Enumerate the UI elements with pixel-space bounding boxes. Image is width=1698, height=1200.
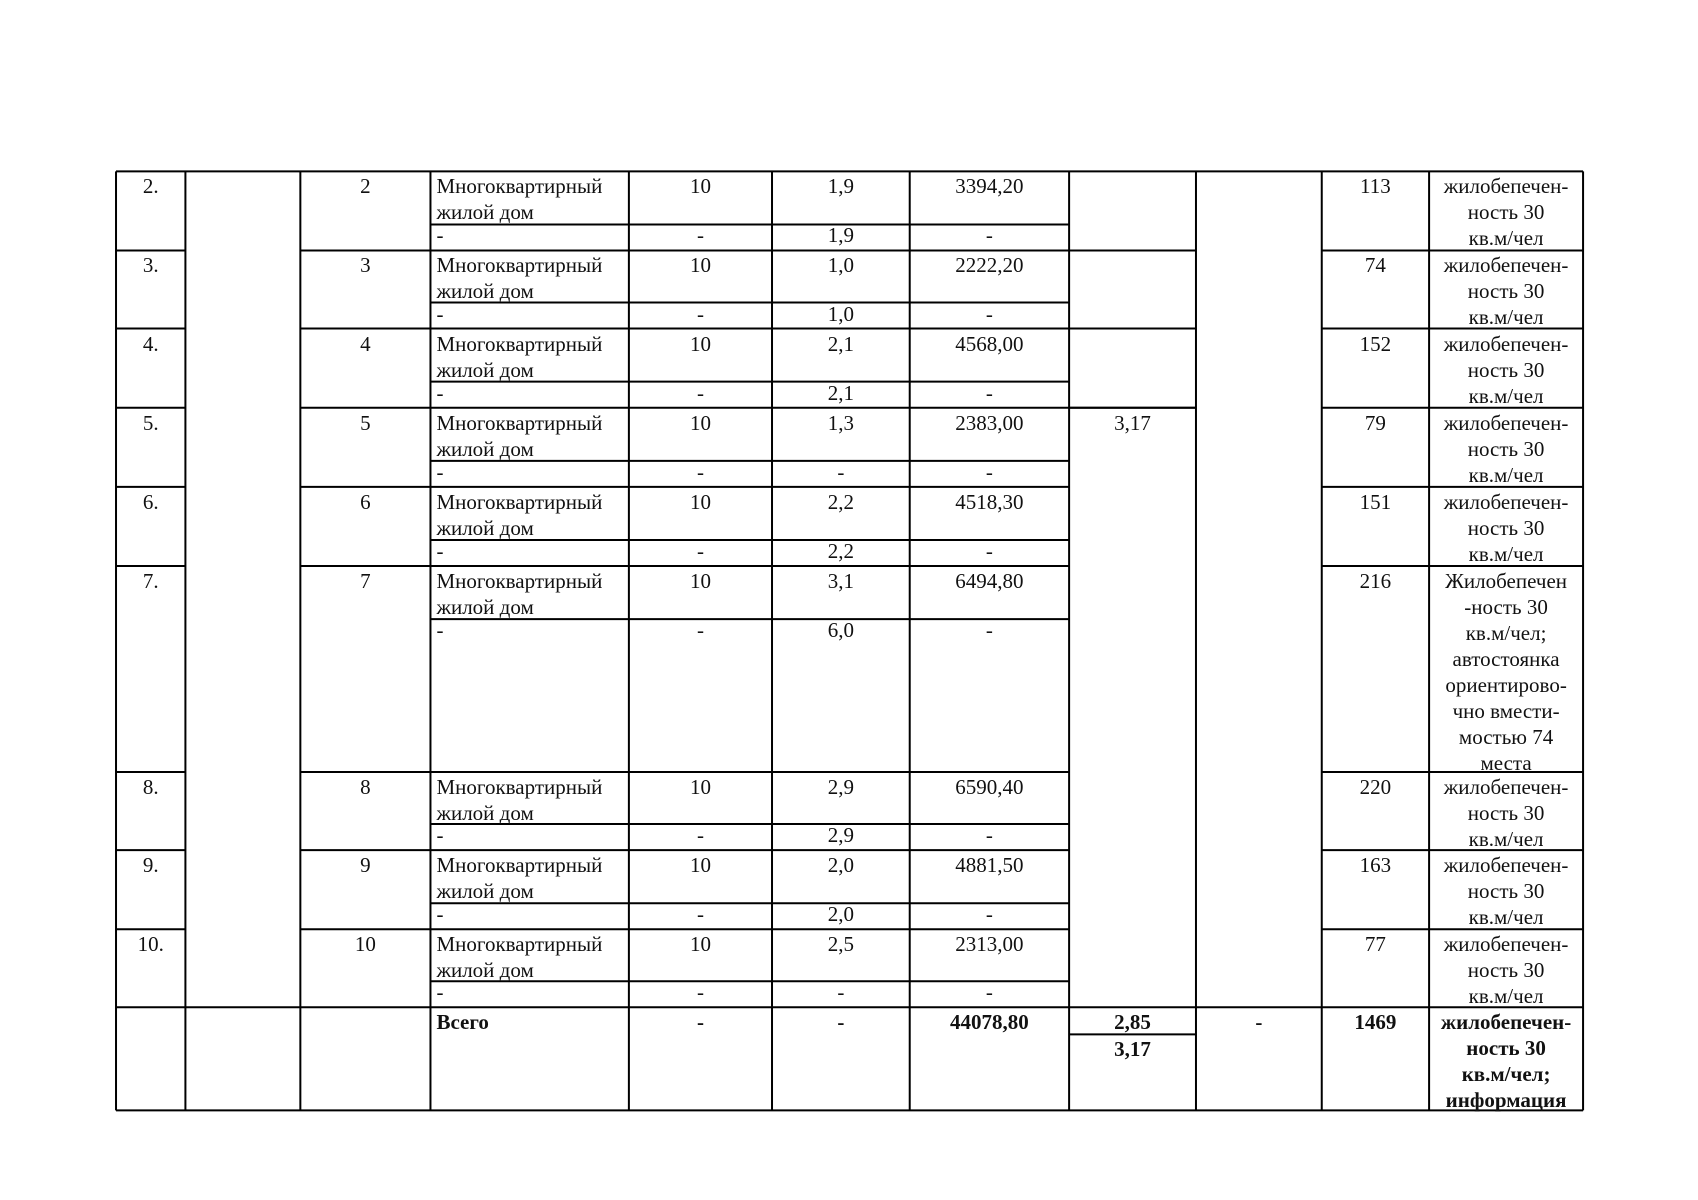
- object-type: -: [436, 538, 444, 563]
- floors: -: [696, 459, 704, 484]
- lot-number: 3: [360, 253, 371, 278]
- floors: 10: [689, 775, 711, 799]
- floors: 10: [689, 932, 711, 957]
- floor-area: 4518,30: [955, 489, 1024, 514]
- floors: -: [696, 538, 704, 563]
- row-number: 5.: [142, 410, 159, 435]
- lot-number: 9: [360, 853, 371, 878]
- lot-number: 2: [360, 174, 371, 199]
- row-number: 7.: [142, 569, 159, 593]
- people-count: 79: [1364, 410, 1386, 435]
- floor-area: 4881,50: [955, 853, 1024, 878]
- floors: -: [696, 902, 704, 927]
- total-col9: -: [1255, 1010, 1263, 1035]
- object-type: Многоквартирный жилой дом: [436, 253, 603, 304]
- lot-number: 6: [360, 489, 371, 514]
- floors: 10: [689, 253, 711, 278]
- object-type: -: [436, 902, 444, 927]
- plot-area: 2,2: [827, 538, 854, 563]
- floor-area: -: [985, 538, 993, 563]
- lot-number: 7: [360, 569, 371, 593]
- plot-area: 2,9: [827, 823, 854, 848]
- object-type: -: [436, 459, 444, 484]
- plot-area: 1,3: [827, 410, 854, 435]
- lot-number: 8: [360, 775, 371, 799]
- object-type: -: [436, 618, 444, 643]
- people-count: 163: [1359, 853, 1392, 878]
- object-type: Многоквартирный жилой дом: [436, 569, 603, 619]
- total-people: 1469: [1354, 1010, 1397, 1035]
- people-count: 113: [1360, 174, 1391, 199]
- floors: 10: [689, 489, 711, 514]
- object-type: -: [436, 823, 444, 848]
- floor-area: -: [985, 380, 993, 405]
- total-area: -: [837, 1010, 845, 1035]
- plot-area: 2,0: [827, 902, 854, 927]
- people-count: 216: [1359, 569, 1392, 593]
- object-type: Многоквартирный жилой дом: [436, 489, 603, 540]
- object-type: Многоквартирный жилой дом: [436, 331, 603, 382]
- total-density-a: 2,85: [1114, 1010, 1151, 1035]
- floor-area: 4568,00: [955, 331, 1024, 356]
- plot-area: 1,0: [827, 253, 854, 278]
- floor-area: -: [985, 223, 993, 248]
- object-type: -: [436, 980, 444, 1005]
- plot-area: 6,0: [827, 618, 854, 643]
- floor-area: 2222,20: [955, 253, 1024, 278]
- object-type: -: [436, 301, 444, 326]
- row-number: 10.: [137, 932, 164, 957]
- note: жилобепечен- ность 30 кв.м/чел: [1443, 253, 1569, 330]
- floor-area: -: [985, 301, 993, 326]
- plot-area: 1,9: [827, 223, 854, 248]
- lot-number: 5: [360, 410, 371, 435]
- object-type: -: [436, 223, 444, 248]
- floors: 10: [689, 569, 711, 593]
- floors: 10: [689, 331, 711, 356]
- floors: 10: [689, 410, 711, 435]
- row-number: 4.: [142, 331, 159, 356]
- floor-area: -: [985, 618, 993, 643]
- object-type: Многоквартирный жилой дом: [436, 410, 603, 461]
- row-number: 9.: [142, 853, 159, 878]
- floors: 10: [689, 174, 711, 199]
- total-note: жилобепечен- ность 30 кв.м/чел; информация: [1440, 1010, 1572, 1113]
- object-type: -: [436, 380, 444, 405]
- note: жилобепечен- ность 30 кв.м/чел: [1443, 853, 1569, 930]
- total-floors: -: [696, 1010, 704, 1035]
- plot-area: 2,1: [827, 380, 854, 405]
- object-type: Многоквартирный жилой дом: [436, 853, 603, 904]
- lot-number: 10: [354, 932, 376, 957]
- people-count: 152: [1359, 331, 1392, 356]
- total-floor-area: 44078,80: [950, 1010, 1029, 1035]
- floor-area: 2313,00: [955, 932, 1024, 957]
- floor-area: -: [985, 823, 993, 848]
- object-type: Многоквартирный жилой дом: [436, 775, 603, 825]
- floor-area: 2383,00: [955, 410, 1024, 435]
- plot-area: 1,0: [827, 301, 854, 326]
- floor-area: -: [985, 980, 993, 1005]
- plot-area: 2,0: [827, 853, 854, 878]
- floors: -: [696, 823, 704, 848]
- note: жилобепечен- ность 30 кв.м/чел: [1443, 331, 1569, 408]
- note: жилобепечен- ность 30 кв.м/чел: [1443, 775, 1569, 851]
- floors: -: [696, 980, 704, 1005]
- note: Жилобепечен -ность 30 кв.м/чел; автостоянка ориентирово- чно вмести- мостью 74 места: [1445, 569, 1568, 775]
- floors: 10: [689, 853, 711, 878]
- floor-area: 3394,20: [955, 174, 1024, 199]
- plot-area: -: [837, 459, 845, 484]
- note: жилобепечен- ность 30 кв.м/чел: [1443, 410, 1569, 487]
- total-label: Всего: [436, 1010, 489, 1035]
- plot-area: 2,1: [827, 331, 854, 356]
- row-number: 2.: [142, 174, 159, 199]
- row-number: 8.: [142, 775, 159, 799]
- people-count: 77: [1364, 932, 1386, 957]
- object-type: Многоквартирный жилой дом: [436, 932, 603, 983]
- floors: -: [696, 380, 704, 405]
- plot-area: 2,2: [827, 489, 854, 514]
- note: жилобепечен- ность 30 кв.м/чел: [1443, 174, 1569, 251]
- floors: -: [696, 223, 704, 248]
- floor-area: 6590,40: [955, 775, 1024, 799]
- total-density-b: 3,17: [1114, 1037, 1151, 1062]
- people-count: 151: [1359, 489, 1392, 514]
- note: жилобепечен- ность 30 кв.м/чел: [1443, 489, 1569, 566]
- floor-area: -: [985, 902, 993, 927]
- row-number: 3.: [142, 253, 159, 278]
- floors: -: [696, 618, 704, 643]
- row-number: 6.: [142, 489, 159, 514]
- floors: -: [696, 301, 704, 326]
- plot-area: 2,5: [827, 932, 854, 957]
- plot-area: -: [837, 980, 845, 1005]
- plot-area: 3,1: [827, 569, 854, 593]
- object-type: Многоквартирный жилой дом: [436, 174, 603, 225]
- people-count: 220: [1359, 775, 1392, 799]
- floor-area: 6494,80: [955, 569, 1024, 593]
- density-merged: 3,17: [1114, 410, 1151, 435]
- floor-area: -: [985, 459, 993, 484]
- plot-area: 1,9: [827, 174, 854, 199]
- note: жилобепечен- ность 30 кв.м/чел: [1443, 932, 1569, 1009]
- people-count: 74: [1364, 253, 1386, 278]
- lot-number: 4: [360, 331, 371, 356]
- plot-area: 2,9: [827, 775, 854, 799]
